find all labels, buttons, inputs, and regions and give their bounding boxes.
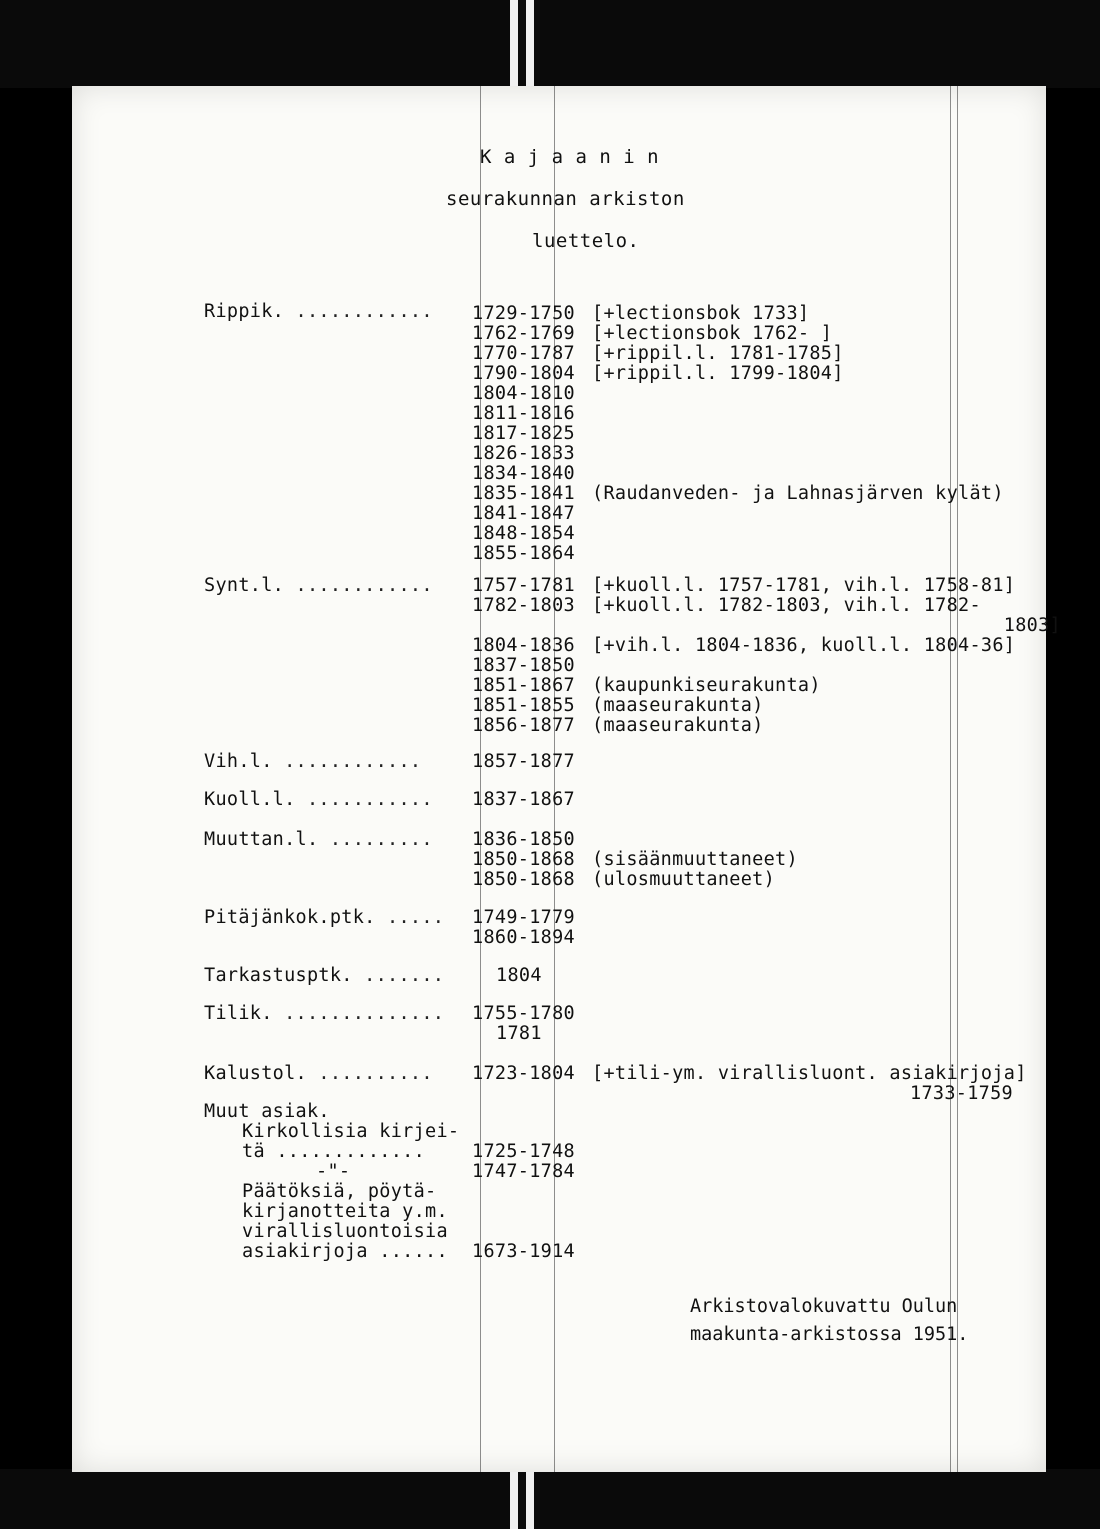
entry-note: (Raudanveden- ja Lahnasjärven kylät) xyxy=(592,483,1004,504)
film-border-top xyxy=(0,0,1100,88)
entry-label-pitajankok: Pitäjänkok.ptk. ..... xyxy=(204,907,445,928)
entry-sublabel: asiakirjoja ...... xyxy=(242,1241,448,1262)
document-page xyxy=(72,86,1061,1472)
year-range: 1856-1877 xyxy=(472,715,575,736)
entry-label-kalustol: Kalustol. .......... xyxy=(204,1063,433,1084)
year-range: 1729-1750 xyxy=(472,303,575,324)
film-marker-top-2 xyxy=(526,0,534,92)
scan-line xyxy=(554,86,555,1472)
year-range: 1762-1769 xyxy=(472,323,575,344)
entry-sublabel: Kirkollisia kirjei- xyxy=(242,1121,460,1142)
entry-note: [+lectionsbok 1733] xyxy=(592,303,810,324)
entry-sublabel: kirjanotteita y.m. xyxy=(242,1201,448,1222)
film-border-bottom xyxy=(0,1469,1100,1529)
year-range: 1781 xyxy=(496,1023,542,1044)
year-range: 1836-1850 xyxy=(472,829,575,850)
ditto-mark: -"- xyxy=(316,1161,351,1182)
entry-label-synt: Synt.l. ............ xyxy=(204,575,433,596)
entry-note: [+rippil.l. 1781-1785] xyxy=(592,343,844,364)
entry-note: (ulosmuuttaneet) xyxy=(592,869,776,890)
entry-note: 1733-1759 xyxy=(910,1083,1013,1104)
year-range: 1850-1868 xyxy=(472,849,575,870)
entry-label-muuttan: Muuttan.l. ......... xyxy=(204,829,433,850)
entry-note: [+lectionsbok 1762- ] xyxy=(592,323,833,344)
year-range: 1804-1810 xyxy=(472,383,575,404)
year-range: 1811-1816 xyxy=(472,403,575,424)
page-subtitle-2: luettelo. xyxy=(532,230,640,252)
entry-label-muut: Muut asiak. xyxy=(204,1101,330,1122)
year-range: 1834-1840 xyxy=(472,463,575,484)
year-range: 1755-1780 xyxy=(472,1003,575,1024)
entry-sublabel: tä ............. xyxy=(242,1141,426,1162)
year-range: 1851-1855 xyxy=(472,695,575,716)
year-range: 1673-1914 xyxy=(472,1241,575,1262)
entry-note: [+tili-ym. virallisluont. asiakirjoja] xyxy=(592,1063,1027,1084)
entry-note: [+vih.l. 1804-1836, kuoll.l. 1804-36] xyxy=(592,635,1016,656)
entry-note: (sisäänmuuttaneet) xyxy=(592,849,798,870)
year-range: 1850-1868 xyxy=(472,869,575,890)
entry-label-tarkastus: Tarkastusptk. ....... xyxy=(204,965,445,986)
page-title: K a j a a n i n xyxy=(480,146,660,168)
year-range: 1747-1784 xyxy=(472,1161,575,1182)
entry-note: 1803] xyxy=(592,615,1061,636)
scan-line xyxy=(480,86,481,1472)
year-range: 1723-1804 xyxy=(472,1063,575,1084)
year-range: 1757-1781 xyxy=(472,575,575,596)
entry-label-vih: Vih.l. ............ xyxy=(204,751,422,772)
entry-note: (kaupunkiseurakunta) xyxy=(592,675,821,696)
entry-label-tilik: Tilik. .............. xyxy=(204,1003,445,1024)
archive-stamp-line: Arkistovalokuvattu Oulun xyxy=(690,1296,958,1317)
year-range: 1860-1894 xyxy=(472,927,575,948)
scan-line xyxy=(950,86,951,1472)
entry-sublabel: Päätöksiä, pöytä- xyxy=(242,1181,437,1202)
year-range: 1835-1841 xyxy=(472,483,575,504)
entry-note: [+kuoll.l. 1757-1781, vih.l. 1758-81] xyxy=(592,575,1016,596)
year-range: 1826-1833 xyxy=(472,443,575,464)
entry-note: (maaseurakunta) xyxy=(592,695,764,716)
page-subtitle: seurakunnan arkiston xyxy=(446,188,685,210)
entry-label-rippik: Rippik. ............ xyxy=(204,301,433,322)
film-marker-top xyxy=(510,0,518,92)
year-range: 1804-1836 xyxy=(472,635,575,656)
entry-sublabel: virallisluontoisia xyxy=(242,1221,448,1242)
entry-note: (maaseurakunta) xyxy=(592,715,764,736)
scan-line xyxy=(957,86,958,1472)
year-range: 1749-1779 xyxy=(472,907,575,928)
year-range: 1837-1850 xyxy=(472,655,575,676)
year-range: 1841-1847 xyxy=(472,503,575,524)
year-range: 1837-1867 xyxy=(472,789,575,810)
year-range: 1848-1854 xyxy=(472,523,575,544)
year-range: 1790-1804 xyxy=(472,363,575,384)
year-range: 1851-1867 xyxy=(472,675,575,696)
archive-stamp-line: maakunta-arkistossa 1951. xyxy=(690,1324,969,1345)
entry-note: [+rippil.l. 1799-1804] xyxy=(592,363,844,384)
year-range: 1725-1748 xyxy=(472,1141,575,1162)
year-range: 1817-1825 xyxy=(472,423,575,444)
entry-note: [+kuoll.l. 1782-1803, vih.l. 1782- xyxy=(592,595,981,616)
year-range: 1857-1877 xyxy=(472,751,575,772)
year-range: 1804 xyxy=(496,965,542,986)
entry-label-kuoll: Kuoll.l. ........... xyxy=(204,789,433,810)
year-range: 1782-1803 xyxy=(472,595,575,616)
year-range: 1770-1787 xyxy=(472,343,575,364)
year-range: 1855-1864 xyxy=(472,543,575,564)
